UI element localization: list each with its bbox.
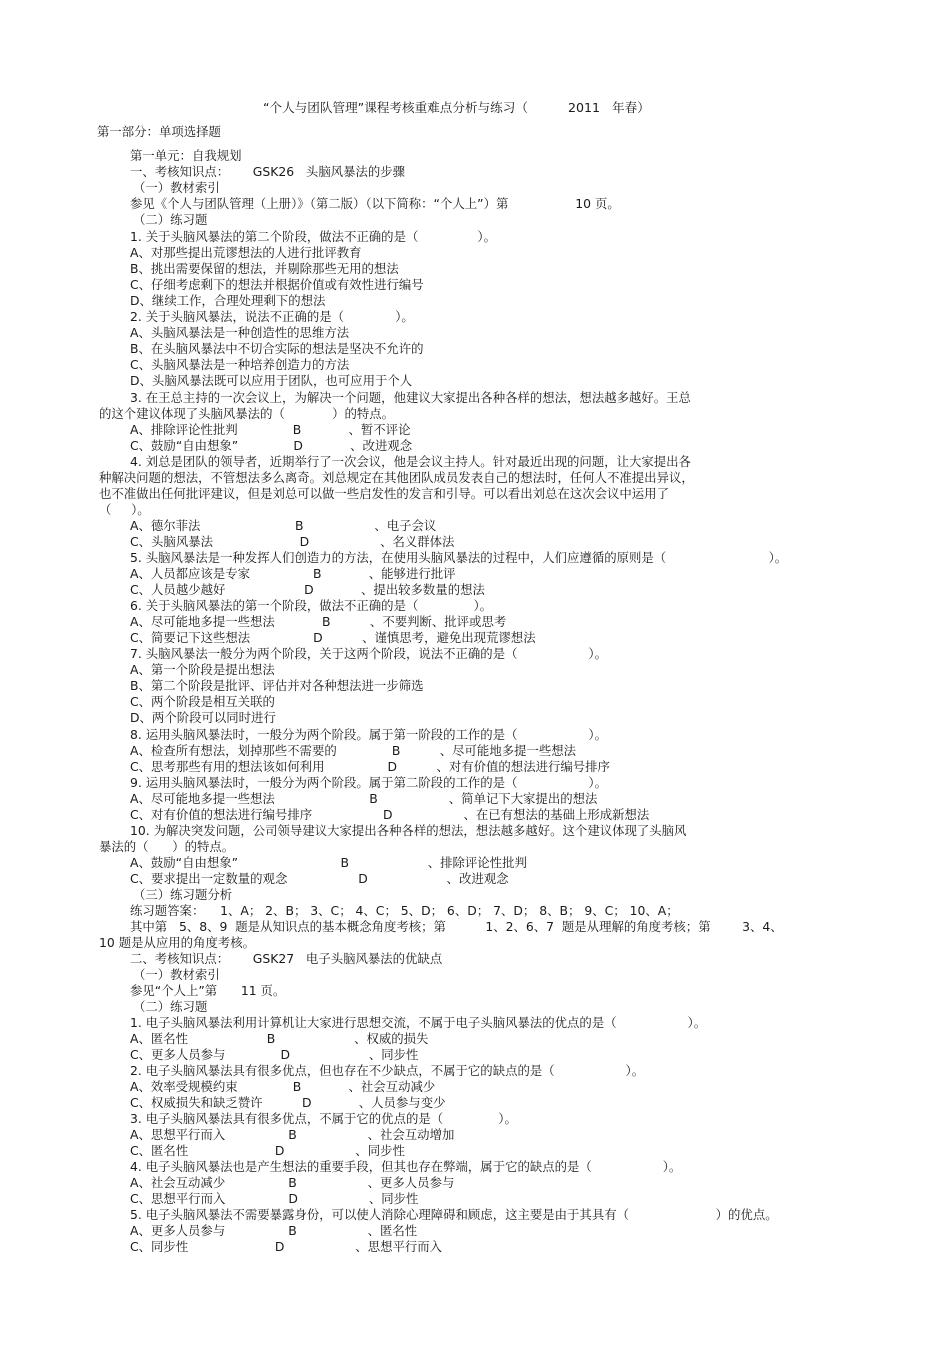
text-line: 二、考核知识点： GSK27 电子头脑风暴法的优缺点 — [130, 951, 443, 966]
text-line: C、两个阶段是相互关联的 — [130, 694, 275, 709]
text-line: B、第二个阶段是批评、评估并对各种想法进一步筛选 — [130, 678, 424, 693]
text-line: C、要求提出一定数量的观念 D 、改进观念 — [130, 871, 509, 886]
text-line: C、对有价值的想法进行编号排序 D 、在已有想法的基础上形成新想法 — [130, 807, 650, 822]
text-line: 6. 关于头脑风暴法的第一个阶段，做法不正确的是（ ）。 — [130, 598, 493, 613]
text-line: A、尽可能地多提一些想法 B 、简单记下大家提出的想法 — [130, 791, 598, 806]
text-line: （二）练习题 — [133, 999, 208, 1014]
text-line: A、匿名性 B 、权威的损失 — [130, 1031, 429, 1046]
text-line: 一、考核知识点： GSK26 头脑风暴法的步骤 — [130, 164, 406, 179]
text-line: 1. 电子头脑风暴法利用计算机让大家进行思想交流，不属于电子头脑风暴法的优点的是（ ）。 — [130, 1015, 707, 1030]
text-line: 10 题是从应用的角度考核。 — [99, 935, 256, 950]
text-line: A、更多人员参与 B 、匿名性 — [130, 1223, 418, 1238]
text-line: 3. 在王总主持的一次会议上，为解决一个问题，他建议大家提出各种各样的想法，想法越多越好。王总 — [130, 390, 691, 405]
text-line: （一）教材索引 — [133, 180, 220, 195]
text-line: B、在头脑风暴法中不切合实际的想法是坚决不允许的 — [130, 341, 424, 356]
text-line: 2. 电子头脑风暴法具有很多优点，但也存在不少缺点，不属于它的缺点的是（ ）。 — [130, 1063, 645, 1078]
text-line: （ ）。 — [99, 502, 150, 517]
text-line: A、尽可能地多提一些想法 B 、不要判断、批评或思考 — [130, 614, 507, 629]
text-line: 暴法的（ ）的特点。 — [99, 839, 235, 854]
text-line: 7. 头脑风暴法一般分为两个阶段，关于这两个阶段，说法不正确的是（ ）。 — [130, 646, 607, 661]
text-line: A、对那些提出荒谬想法的人进行批评教育 — [130, 245, 362, 260]
text-line: D、继续工作，合理处理剩下的想法 — [130, 293, 326, 308]
text-line: 5. 电子头脑风暴法不需要暴露身份，可以使人消除心理障碍和顾虑，这主要是由于其具有（ ）的优点。 — [130, 1207, 778, 1222]
text-line: （二）练习题 — [133, 212, 208, 227]
text-line: 也不准做出任何批评建议，但是刘总可以做一些启发性的发言和引导。可以看出刘总在这次会议中运用了 — [99, 486, 669, 501]
text-line: A、德尔菲法 B 、电子会议 — [130, 518, 437, 533]
text-line: D、两个阶段可以同时进行 — [130, 710, 276, 725]
text-line: A、效率受规模约束 B 、社会互动减少 — [130, 1079, 436, 1094]
text-line: 4. 电子头脑风暴法也是产生想法的重要手段，但其也存在弊端，属于它的缺点的是（ ）。 — [130, 1159, 682, 1174]
text-line: 4. 刘总是团队的领导者，近期举行了一次会议，他是会议主持人。针对最近出现的问题，让大家提出各 — [130, 454, 691, 469]
document-title: “个人与团队管理”课程考核重难点分析与练习（ 2011 年春） — [263, 100, 650, 115]
text-line: A、排除评论性批判 B 、暂不评论 — [130, 422, 411, 437]
text-line: 10. 为解决突发问题，公司领导建议大家提出各种各样的想法，想法越多越好。这个建议体现了头脑风 — [130, 823, 687, 838]
text-line: （一）教材索引 — [133, 967, 220, 982]
text-line: 参见“个人上”第 11 页。 — [130, 983, 286, 998]
text-line: A、社会互动减少 B 、更多人员参与 — [130, 1175, 455, 1190]
text-line: A、人员都应该是专家 B 、能够进行批评 — [130, 566, 456, 581]
text-line: C、更多人员参与 D 、同步性 — [130, 1047, 419, 1062]
text-line: C、同步性 D 、思想平行而入 — [130, 1239, 443, 1254]
text-line: C、头脑风暴法是一种培养创造力的方法 — [130, 357, 350, 372]
text-line: A、第一个阶段是提出想法 — [130, 662, 275, 677]
text-line: C、思想平行而入 D 、同步性 — [130, 1191, 419, 1206]
text-line: （三）练习题分析 — [133, 887, 233, 902]
text-line: 练习题答案： 1、A； 2、B； 3、C； 4、C； 5、D； 6、D； 7、D； 8、B； 9、C； 10、A； — [130, 903, 679, 918]
text-line: D、头脑风暴法既可以应用于团队，也可应用于个人 — [130, 373, 413, 388]
text-line: C、权威损失和缺乏赞许 D 、人员参与变少 — [130, 1095, 446, 1110]
text-line: C、鼓励“自由想象” D 、改进观念 — [130, 438, 413, 453]
text-line: C、简要记下这些想法 D 、谨慎思考，避免出现荒谬想法 — [130, 630, 536, 645]
text-line: C、人员越少越好 D 、提出较多数量的想法 — [130, 582, 485, 597]
text-line: 8. 运用头脑风暴法时，一般分为两个阶段。属于第一阶段的工作的是（ ）。 — [130, 727, 607, 742]
text-line: 第一部分：单项选择题 — [97, 124, 221, 139]
text-line: 其中第 5、8、9 题是从知识点的基本概念角度考核；第 1、2、6、7 题是从理解的角度考核；第 3、4、 — [130, 919, 783, 934]
text-line: 1. 关于头脑风暴法的第二个阶段，做法不正确的是（ ）。 — [130, 229, 497, 244]
text-line: C、头脑风暴法 D 、名义群体法 — [130, 534, 455, 549]
text-line: 2. 关于头脑风暴法，说法不正确的是（ ）。 — [130, 309, 414, 324]
text-line: 参见《个人与团队管理（上册）》（第二版）（以下简称：“个人上”）第 10 页。 — [130, 196, 620, 211]
text-line: C、匿名性 D 、同步性 — [130, 1143, 405, 1158]
text-line: C、思考那些有用的想法该如何利用 D 、对有价值的想法进行编号排序 — [130, 759, 610, 774]
text-line: C、仔细考虑剩下的想法并根据价值或有效性进行编号 — [130, 277, 424, 292]
text-line: 种解决问题的想法，不管想法多么离奇。刘总规定在其他团队成员发表自己的想法时，任何人不准提出异议， — [99, 470, 694, 485]
text-line: A、头脑风暴法是一种创造性的思维方法 — [130, 325, 350, 340]
text-line: A、检查所有想法，划掉那些不需要的 B 、尽可能地多提一些想法 — [130, 743, 577, 758]
text-line: A、鼓励“自由想象” B 、排除评论性批判 — [130, 855, 527, 870]
text-line: 3. 电子头脑风暴法具有很多优点，不属于它的优点的是（ ）。 — [130, 1111, 517, 1126]
text-line: B、挑出需要保留的想法，并剔除那些无用的想法 — [130, 261, 399, 276]
text-line: A、思想平行而入 B 、社会互动增加 — [130, 1127, 455, 1142]
text-line: 9. 运用头脑风暴法时，一般分为两个阶段。属于第二阶段的工作的是（ ）。 — [130, 775, 607, 790]
text-line: 的这个建议体现了头脑风暴法的（ ）的特点。 — [99, 406, 395, 421]
text-line: 第一单元：自我规划 — [130, 148, 242, 163]
text-line: 5. 头脑风暴法是一种发挥人们创造力的方法，在使用头脑风暴法的过程中，人们应遵循的原则是（ ）。 — [130, 550, 788, 565]
